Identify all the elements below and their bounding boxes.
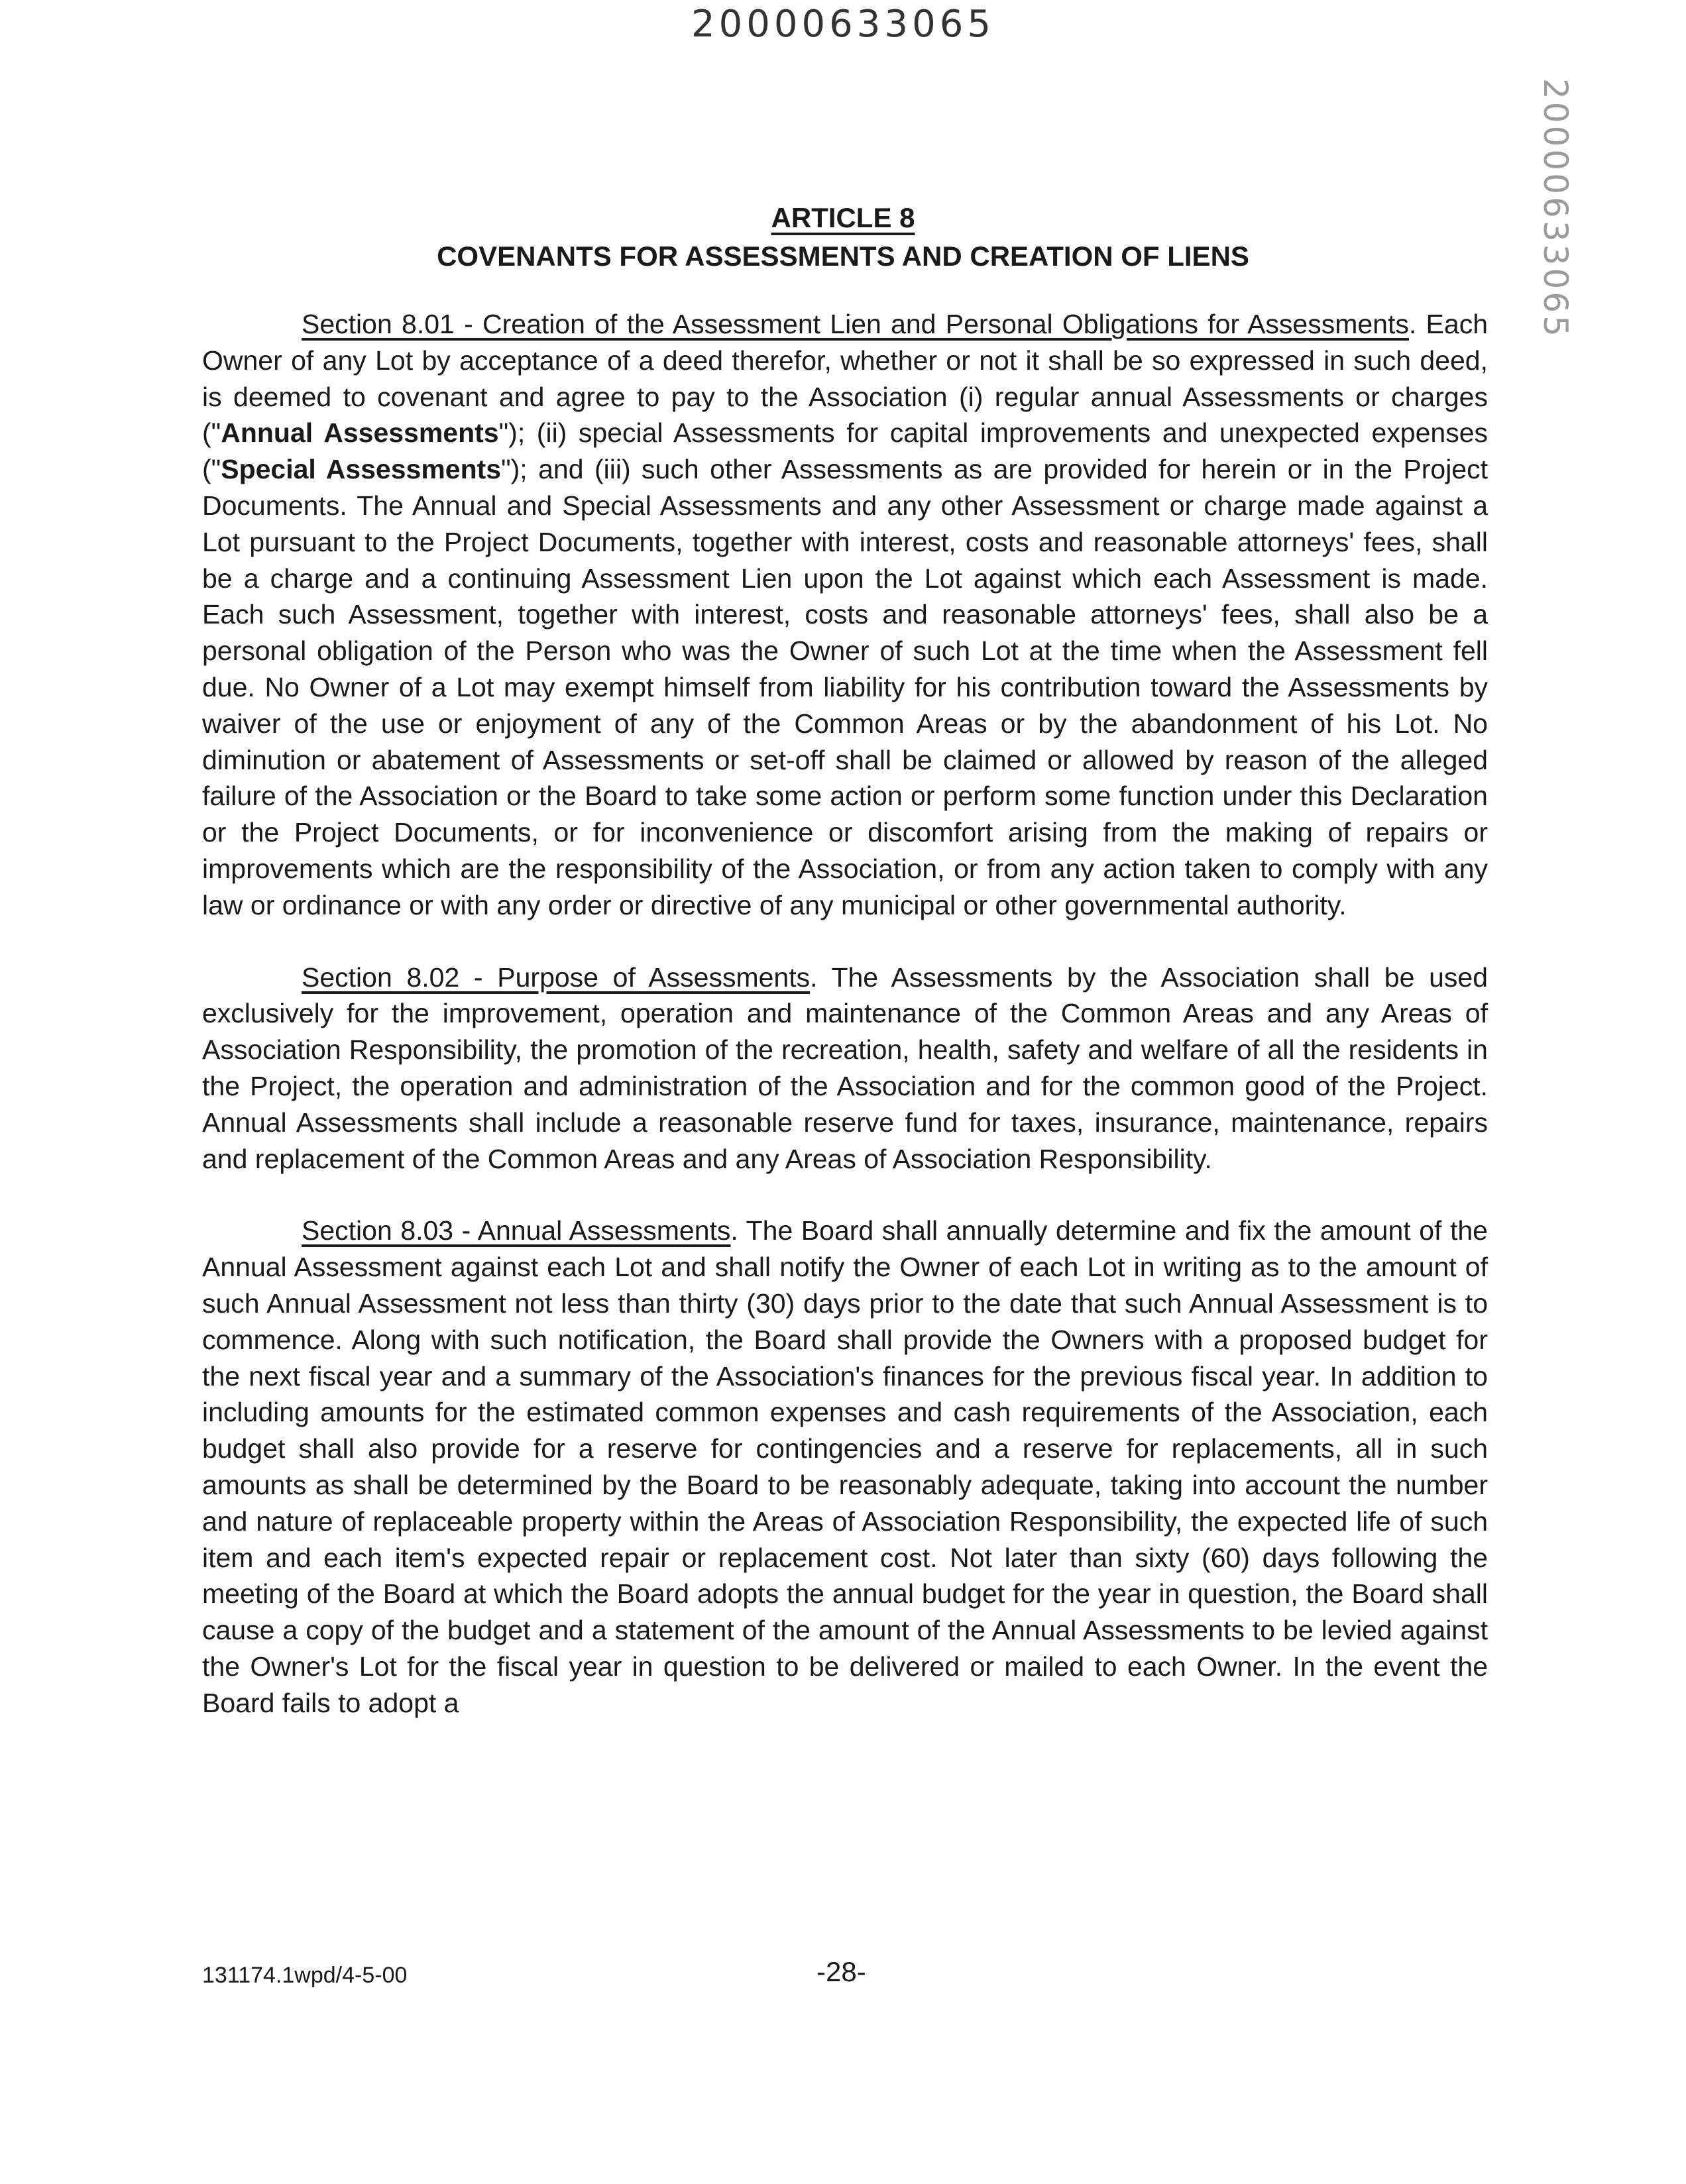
section-8-01-heading: Section 8.01 - Creation of the Assessment Lien and Personal Obligations for Assessments (302, 309, 1409, 339)
document-number: 20000633065 (691, 3, 995, 46)
section-8-01-text-1: . Each Owner of any Lot by acceptance of a deed therefor, whether or not it shall be so expressed in such deed, is deemed to covenant and agree to pay to the Association (i) regular annual Assessments or charges (" (202, 309, 1489, 449)
section-8-03-text: . The Board shall annually determine and fix the amount of the Annual Assessment against each Lot and shall notify the Owner of each Lot in writing as to the amount of such Annual Assessment not less than thirty (30) days prior to the date that such Annual Assessment is to commence. Along with such notification, the Board shall provide the Owners with a proposed budget for the next fiscal year and a summary of the Association's finances for the previous fiscal year. In addition to including amounts for the estimated common expenses and cash requirements of the Association, each budget shall also provide for a reserve for contingencies and a reserve for replacements, all in such amounts as shall be determined by the Board to be reasonably adequate, taking into account the number and nature of replaceable property within the Areas of Association Responsibility, the expected life of such item and each item's expected repair or replacement cost. Not later than sixty (60) days following the meeting of the Board at which the Board adopts the annual budget for the year in question, the Board shall cause a copy of the budget and a statement of the amount of the Annual Assessments to be levied against the Owner's Lot for the fiscal year in question to be delivered or mailed to each Owner. In the event the Board fails to adopt a (202, 1215, 1488, 1718)
section-8-01 (202, 306, 1488, 924)
section-8-01-text-3: "); and (iii) such other Assessments as are provided for herein or in the Project Documents. The Annual and Special Assessments and any other Assessment or charge made against a Lot pursuant to the Project Documents, together with interest, costs and reasonable attorneys' fees, shall be a charge and a continuing Assessment Lien upon the Lot against which each Assessment is made. Each such Assessment, together with interest, costs and reasonable attorneys' fees, shall also be a personal obligation of the Person who was the Owner of such Lot at the time when the Assessment fell due. No Owner of a Lot may exempt himself from liability for his contribution toward the Assessments by waiver of the use or enjoyment of any of the Common Areas or by the abandonment of his Lot. No diminution or abatement of Assessments or set-off shall be claimed or allowed by reason of the alleged failure of the Association or the Board to take some action or perform some function under this Declaration or the Project Documents, or for inconvenience or discomfort arising from the making of repairs or improvements which are the responsibility of the Association, or from any action taken to comply with any law or ordinance or with any order or directive of any municipal or other governmental authority. (202, 454, 1489, 920)
section-8-01-text-2: "); (ii) special Assessments for capital improvements and unexpected expenses (" (202, 417, 1488, 485)
file-reference: 131174.1wpd/4-5-00 (202, 1963, 408, 1988)
annual-assessments-term: Annual Assessments (221, 417, 499, 449)
section-8-03-heading: Section 8.03 - Annual Assessments (302, 1215, 731, 1246)
document-body (202, 306, 1488, 1721)
special-assessments-term: Special Assessments (221, 454, 502, 485)
section-8-02 (202, 959, 1488, 1177)
page-number: -28- (816, 1956, 866, 1987)
margin-stamp: 20000633065 (1536, 78, 1575, 339)
article-title: COVENANTS FOR ASSESSMENTS AND CREATION OF LIENS (437, 241, 1249, 272)
section-8-02-heading: Section 8.02 - Purpose of Assessments (302, 961, 811, 993)
article-heading (0, 199, 1686, 276)
section-8-02-text: . The Assessments by the Association shall be used exclusively for the improvement, operation and maintenance of the Common Areas and any Areas of Association Responsibility, the promotion of the recreation, health, safety and welfare of all the residents in the Project, the operation and administration of the Association and for the common good of the Project. Annual Assessments shall include a reasonable reserve fund for taxes, insurance, maintenance, repairs and replacement of the Common Areas and any Areas of Association Responsibility. (202, 961, 1489, 1174)
section-8-03 (202, 1213, 1488, 1721)
article-number: ARTICLE 8 (771, 202, 915, 233)
